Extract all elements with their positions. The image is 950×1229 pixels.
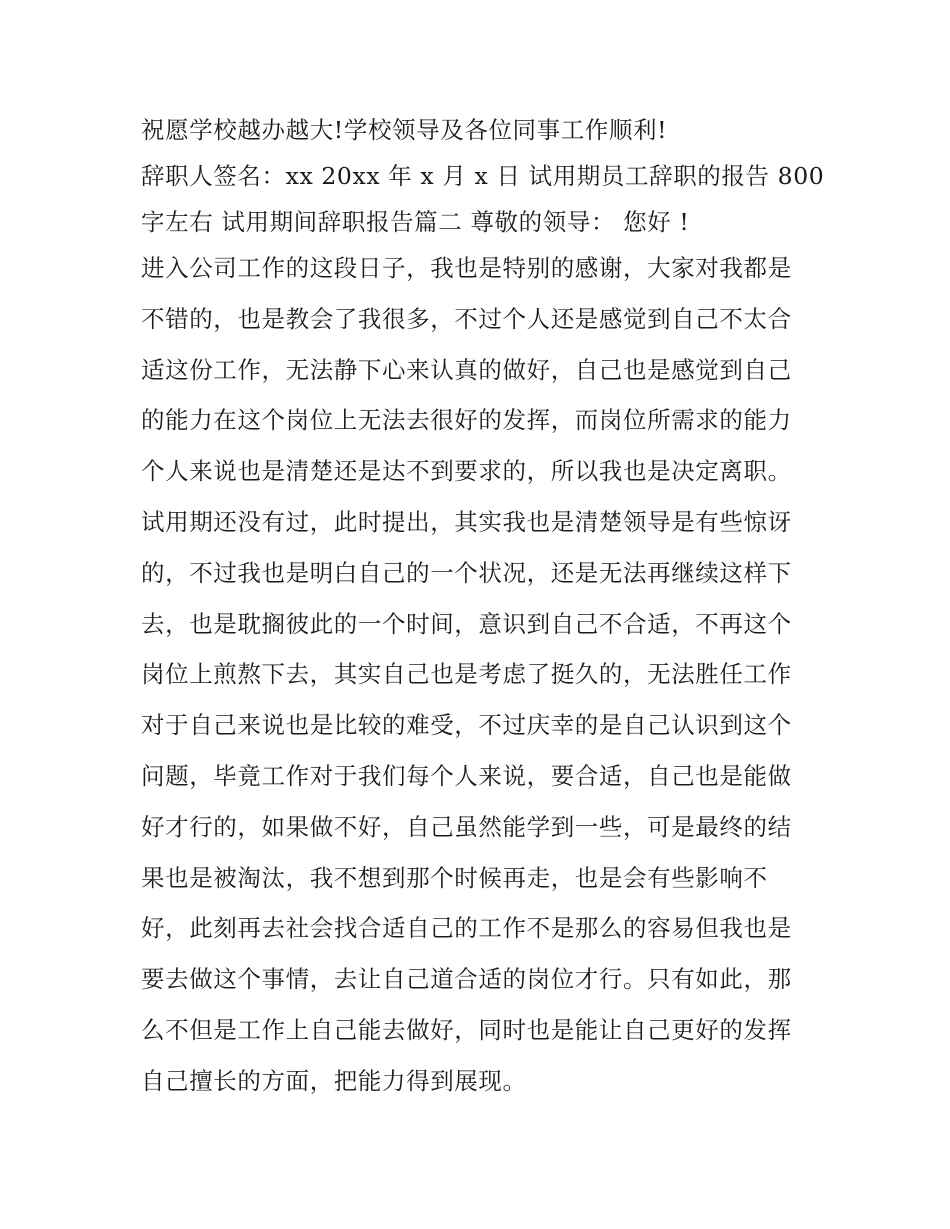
text-line: 自己擅长的方面，把能力得到展现。 [141, 1066, 527, 1095]
text-line: 的能力在这个岗位上无法去很好的发挥，而岗位所需求的能力 [141, 406, 792, 435]
text-line: 对于自己来说也是比较的难受，不过庆幸的是自己认识到这个 [141, 711, 792, 740]
body-paragraph [141, 250, 821, 1114]
text-line: 么不但是工作上自己能去做好，同时也是能让自己更好的发挥 [141, 1015, 792, 1044]
text-line: 去，也是耽搁彼此的一个时间，意识到自己不合适，不再这个 [141, 609, 792, 638]
text-line: 的，不过我也是明白自己的一个状况，还是无法再继续这样下 [141, 558, 792, 587]
text-line: 问题，毕竟工作对于我们每个人来说，要合适，自己也是能做 [141, 761, 792, 790]
text-line: 适这份工作，无法静下心来认真的做好，自己也是感觉到自己 [141, 355, 792, 384]
header-block [141, 112, 825, 250]
text-line: 进入公司工作的这段日子，我也是特别的感谢，大家对我都是 [141, 254, 792, 282]
text-line: 祝愿学校越办越大!学校领导及各位同事工作顺利! [141, 116, 668, 144]
text-line: 辞职人签名：xx 20xx 年 x 月 x 日 试用期员工辞职的报告 800 [141, 162, 825, 190]
text-line: 字左右 试用期间辞职报告篇二 尊敬的领导： 您好 ! [141, 208, 690, 236]
text-line: 要去做这个事情，去让自己道合适的岗位才行。只有如此，那 [141, 965, 792, 994]
document-text [141, 112, 825, 1114]
text-line: 好才行的，如果做不好，自己虽然能学到一些，可是最终的结 [141, 812, 792, 841]
text-line: 个人来说也是清楚还是达不到要求的，所以我也是决定离职。 [141, 457, 792, 486]
text-line: 试用期还没有过，此时提出，其实我也是清楚领导是有些惊讶 [141, 507, 792, 536]
text-line: 岗位上煎熬下去，其实自己也是考虑了挺久的，无法胜任工作 [141, 660, 792, 689]
text-line: 好，此刻再去社会找合适自己的工作不是那么的容易但我也是 [141, 914, 792, 943]
text-line: 不错的，也是教会了我很多，不过个人还是感觉到自己不太合 [141, 304, 792, 333]
text-line: 果也是被淘汰，我不想到那个时候再走，也是会有些影响不 [141, 863, 768, 892]
